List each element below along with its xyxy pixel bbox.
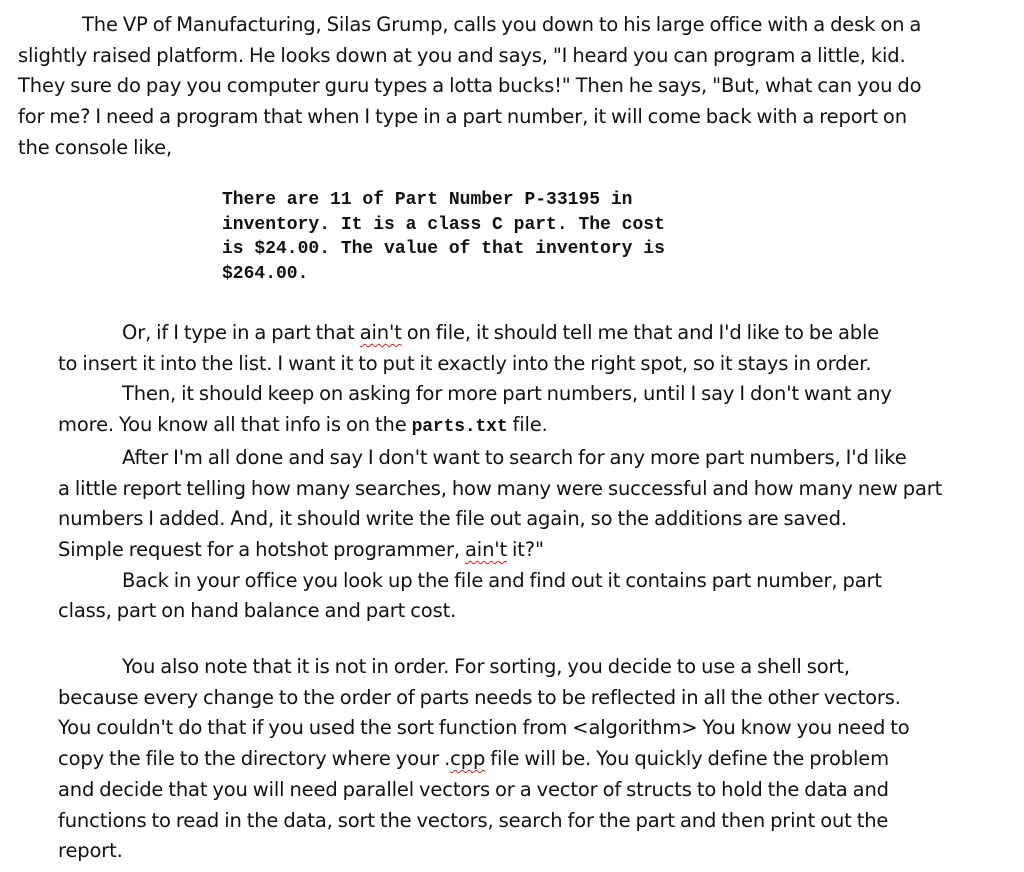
text-line: Then, it should keep on asking for more part numbers, until I say I don't want any <box>122 382 892 406</box>
text-line: slightly raised platform. He looks down at you and says, "I heard you can program a little, kid. <box>18 43 906 67</box>
requirements-paragraph <box>58 318 1018 627</box>
text-line: class, part on hand balance and part cost. <box>58 599 457 623</box>
text-line: You also note that it is not in order. For sorting, you decide to use a shell sort, <box>122 655 850 678</box>
text-line: The VP of Manufacturing, Silas Grump, calls you down to his large office with a desk on a <box>82 13 922 36</box>
design-paragraph <box>58 652 1018 867</box>
text-line: more. You know all that info is on the parts.txt file. <box>58 413 548 438</box>
spellcheck-word: ain't <box>359 321 402 344</box>
sample-report-block <box>222 188 802 286</box>
text-line: numbers I added. And, it should write the file out again, so the additions are saved. <box>58 507 847 531</box>
code-line: $264.00. <box>222 263 309 284</box>
text-line: You couldn't do that if you used the sort function from <algorithm> You know you need to <box>58 716 910 740</box>
text-line: for me? I need a program that when I type in a part number, it will come back with a report on <box>18 105 907 129</box>
text-line: They sure do pay you computer guru types a lotta bucks!" Then he says, "But, what can you do <box>18 74 922 98</box>
text-line: copy the file to the directory where your .cpp file will be. You quickly define the problem <box>58 747 889 771</box>
text-line: because every change to the order of parts needs to be reflected in all the other vectors. <box>58 685 901 709</box>
code-line: is $24.00. The value of that inventory is <box>222 239 665 260</box>
text-line: report. <box>58 839 123 863</box>
text-line: a little report telling how many searches, how many were successful and how many new part <box>58 476 943 500</box>
text-line: Back in your office you look up the file and find out it contains part number, part <box>122 568 882 592</box>
text-line: After I'm all done and say I don't want to search for any more part numbers, I'd like <box>122 445 907 469</box>
text-line: Or, if I type in a part that ain't on file, it should tell me that and I'd like to be able <box>122 321 880 344</box>
code-line: There are 11 of Part Number P-33195 in <box>222 190 633 210</box>
text-line: and decide that you will need parallel vectors or a vector of structs to hold the data and <box>58 777 889 801</box>
text-line: functions to read in the data, sort the vectors, search for the part and then print out the <box>58 808 889 832</box>
spellcheck-word: ain't <box>465 537 507 561</box>
code-line: inventory. It is a class C part. The cost <box>222 214 665 235</box>
intro-paragraph <box>18 10 1018 164</box>
filename-parts-txt: parts.txt <box>411 417 508 438</box>
text-line: the console like, <box>18 135 172 159</box>
text-line: Simple request for a hotshot programmer, ain't it?" <box>58 537 544 561</box>
text-line: to insert it into the list. I want it to put it exactly into the right spot, so it stays in order. <box>58 351 872 375</box>
spellcheck-word: cpp <box>450 747 486 771</box>
